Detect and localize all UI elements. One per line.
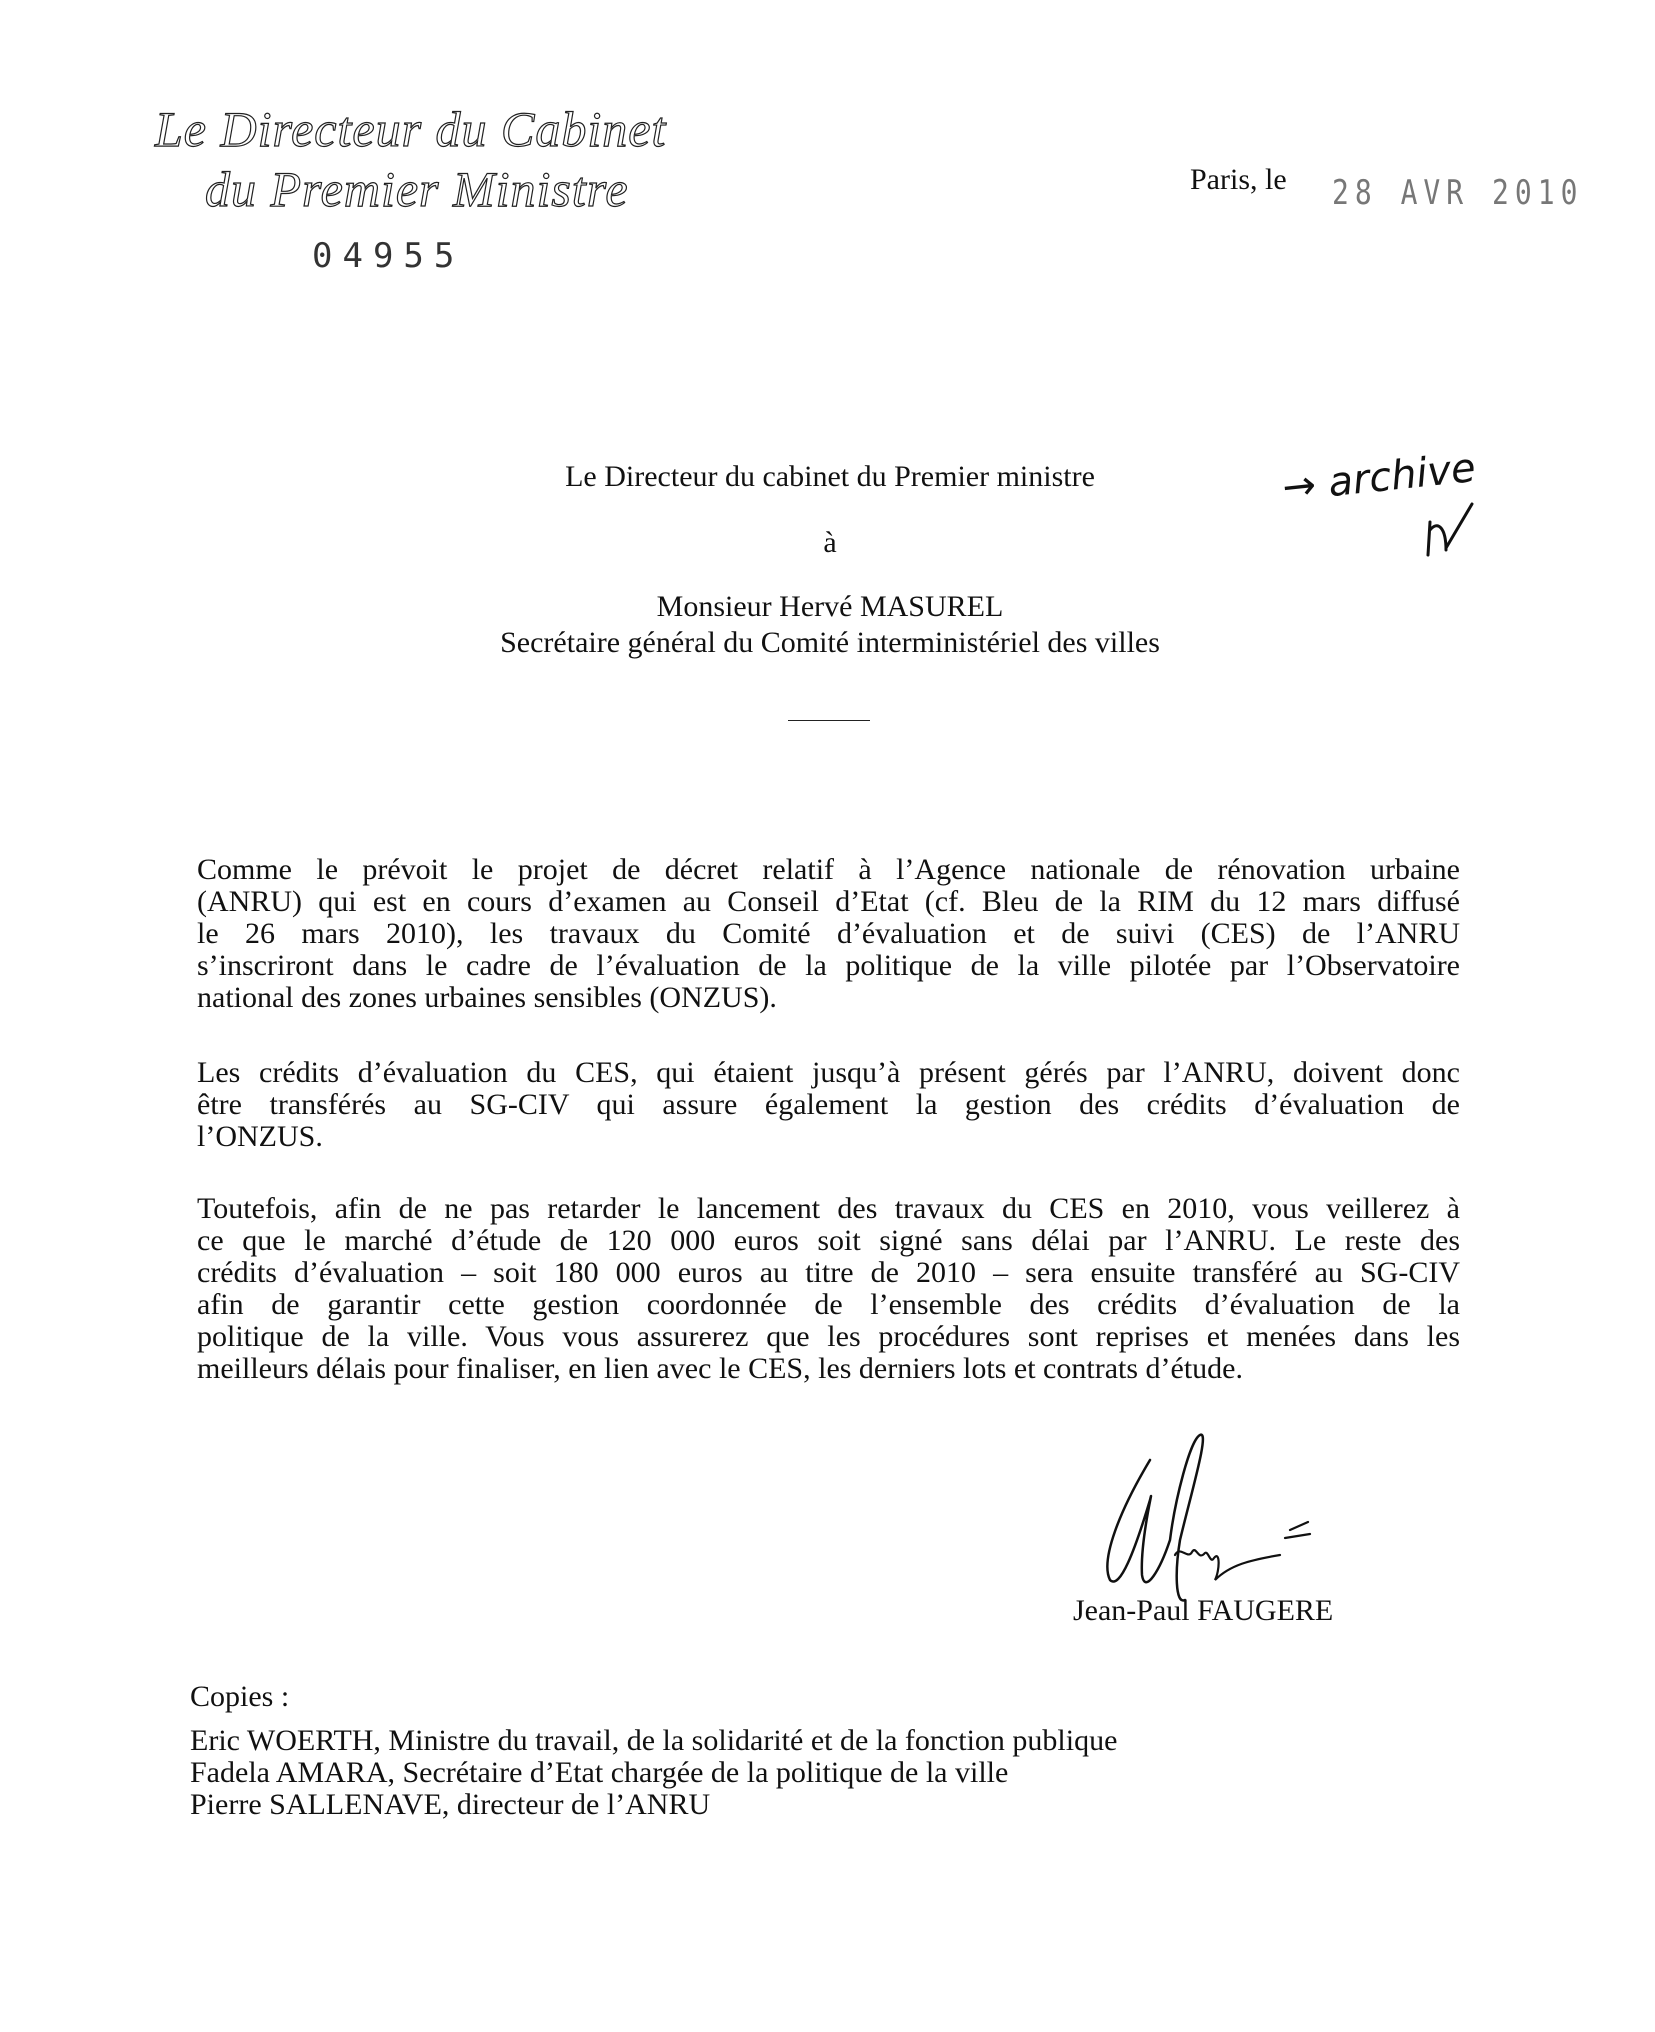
- recipient-name: Monsieur Hervé MASUREL: [656, 590, 1004, 623]
- paragraph-line: Les crédits d’évaluation du CES, qui étaient jusqu’à présent gérés par l’ANRU, doivent donc: [197, 1056, 1460, 1089]
- to-line: à: [823, 526, 837, 559]
- paragraph-line: le 26 mars 2010), les travaux du Comité d’évaluation et de suivi (CES) de l’ANRU: [197, 917, 1460, 950]
- paragraph-line: national des zones urbaines sensibles (ONZUS).: [197, 981, 777, 1014]
- paragraph-line: meilleurs délais pour finaliser, en lien avec le CES, les derniers lots et contrats d’étude.: [197, 1352, 1243, 1385]
- copies-label: Copies :: [190, 1680, 290, 1713]
- date-stamp: 28 AVR 2010: [1332, 172, 1584, 213]
- sender-line: Le Directeur du cabinet du Premier ministre: [565, 460, 1095, 493]
- body-paragraph-1: [197, 854, 1460, 1014]
- paragraph-line: afin de garantir cette gestion coordonnée de l’ensemble des crédits d’évaluation de la: [197, 1288, 1460, 1321]
- reference-number: 04955: [312, 236, 465, 276]
- paragraph-line: l’ONZUS.: [197, 1120, 323, 1153]
- paragraph-line: politique de la ville. Vous vous assurerez que les procédures sont reprises et menées dans les: [197, 1320, 1460, 1353]
- separator-rule: [788, 720, 870, 721]
- place-label: Paris, le: [1190, 163, 1287, 196]
- handwritten-signature: [1080, 1430, 1320, 1610]
- recipient-title: Secrétaire général du Comité interministériel des villes: [500, 626, 1160, 659]
- handwritten-annotation: → archive: [1280, 444, 1478, 512]
- paragraph-line: ce que le marché d’étude de 120 000 euros soit signé sans délai par l’ANRU. Le reste des: [197, 1224, 1460, 1257]
- paragraph-line: crédits d’évaluation – soit 180 000 euros au titre de 2010 – sera ensuite transféré au SG-CIV: [197, 1256, 1460, 1289]
- paragraph-line: s’inscriront dans le cadre de l’évaluation de la politique de la ville pilotée par l’Observatoire: [197, 949, 1460, 982]
- paragraph-line: (ANRU) qui est en cours d’examen au Conseil d’Etat (cf. Bleu de la RIM du 12 mars diffusé: [197, 885, 1460, 918]
- paragraph-line: être transférés au SG-CIV qui assure également la gestion des crédits d’évaluation de: [197, 1088, 1460, 1121]
- signatory-name: Jean-Paul FAUGERE: [1073, 1594, 1334, 1627]
- letterhead-line-1: Le Directeur du Cabinet: [155, 101, 667, 157]
- copy-recipient: Pierre SALLENAVE, directeur de l’ANRU: [190, 1788, 711, 1821]
- copy-recipient: Eric WOERTH, Ministre du travail, de la solidarité et de la fonction publique: [190, 1724, 1118, 1757]
- body-paragraph-2: [197, 1057, 1460, 1153]
- copy-recipient: Fadela AMARA, Secrétaire d’Etat chargée de la politique de la ville: [190, 1756, 1009, 1789]
- paragraph-line: Comme le prévoit le projet de décret relatif à l’Agence nationale de rénovation urbaine: [197, 853, 1460, 886]
- letterhead-line-2: du Premier Ministre: [205, 161, 629, 217]
- body-paragraph-3: [197, 1193, 1460, 1385]
- paragraph-line: Toutefois, afin de ne pas retarder le lancement des travaux du CES en 2010, vous veillerez à: [197, 1192, 1460, 1225]
